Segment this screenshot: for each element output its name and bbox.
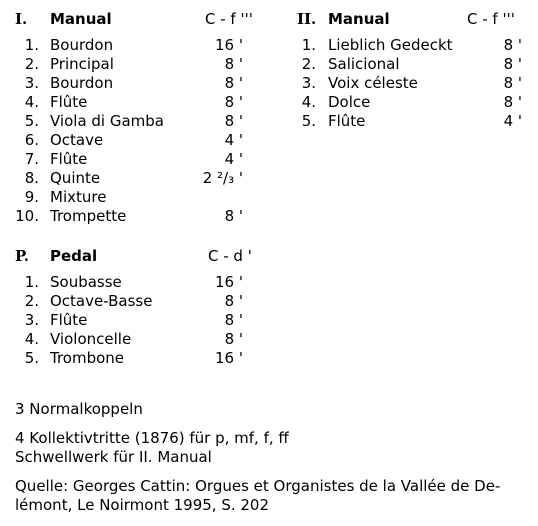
stop-name: Viola di Gamba xyxy=(50,112,165,130)
stop-number: 7. xyxy=(24,150,39,168)
stop-row xyxy=(15,112,255,131)
stop-name: Salicional xyxy=(328,55,400,73)
stop-pitch: 8 ' xyxy=(224,112,243,130)
compass-range: C - f ''' xyxy=(205,10,253,28)
division-title: Pedal xyxy=(50,247,98,265)
stop-number: 1. xyxy=(24,36,39,54)
stop-number: 2. xyxy=(24,292,39,310)
stop-row xyxy=(297,36,537,55)
stop-pitch: 2 ²/₃ ' xyxy=(202,169,243,187)
compass-range: C - f ''' xyxy=(467,10,515,28)
stop-name: Octave-Basse xyxy=(50,292,153,310)
stop-pitch: 16 ' xyxy=(215,349,243,367)
stop-name: Soubasse xyxy=(50,273,122,291)
division-header xyxy=(15,10,255,30)
stop-name: Principal xyxy=(50,55,114,73)
stop-row xyxy=(297,74,537,93)
stop-row xyxy=(15,169,255,188)
stop-name: Bourdon xyxy=(50,74,114,92)
stop-row xyxy=(15,273,255,292)
division-pedal xyxy=(15,247,255,367)
stop-row xyxy=(15,311,255,330)
stop-pitch: 8 ' xyxy=(224,292,243,310)
stop-row xyxy=(297,93,537,112)
stop-row xyxy=(15,131,255,150)
stop-name: Bourdon xyxy=(50,36,114,54)
stop-number: 9. xyxy=(24,188,39,206)
stop-row xyxy=(297,55,537,74)
stop-number: 5. xyxy=(24,112,39,130)
stop-pitch: 4 ' xyxy=(503,112,522,130)
stop-row xyxy=(15,188,255,207)
couplers-text: 3 Normalkoppeln xyxy=(15,400,143,418)
stop-name: Trombone xyxy=(50,349,125,367)
stop-number: 3. xyxy=(301,74,316,92)
stop-pitch: 4 ' xyxy=(224,131,243,149)
stop-list xyxy=(15,36,255,226)
stop-name: Octave xyxy=(50,131,104,149)
stop-number: 5. xyxy=(24,349,39,367)
stop-pitch: 8 ' xyxy=(224,55,243,73)
stop-number: 4. xyxy=(24,93,39,111)
compass-range: C - d ' xyxy=(208,247,252,265)
stop-number: 2. xyxy=(24,55,39,73)
stop-name: Mixture xyxy=(50,188,107,206)
stop-name: Dolce xyxy=(328,93,371,111)
division-numeral: I. xyxy=(15,10,28,28)
stop-name: Flûte xyxy=(50,311,88,329)
stop-row xyxy=(15,292,255,311)
stop-pitch: 8 ' xyxy=(224,311,243,329)
division-manual-2 xyxy=(297,10,537,130)
stop-name: Lieblich Gedeckt xyxy=(328,36,453,54)
division-manual-1 xyxy=(15,10,255,225)
stop-number: 2. xyxy=(301,55,316,73)
stop-row xyxy=(15,36,255,55)
division-header xyxy=(15,247,255,267)
stop-row xyxy=(15,349,255,368)
division-numeral: P. xyxy=(15,247,30,265)
stop-name: Violoncelle xyxy=(50,330,132,348)
stop-pitch: 16 ' xyxy=(215,273,243,291)
stop-number: 3. xyxy=(24,311,39,329)
stop-pitch: 16 ' xyxy=(215,36,243,54)
stop-number: 5. xyxy=(301,112,316,130)
stop-row xyxy=(15,74,255,93)
stop-row xyxy=(15,93,255,112)
stop-pitch: 8 ' xyxy=(224,330,243,348)
stop-number: 4. xyxy=(24,330,39,348)
division-title: Manual xyxy=(50,10,112,28)
stop-number: 1. xyxy=(301,36,316,54)
stop-pitch: 8 ' xyxy=(224,207,243,225)
stop-pitch: 8 ' xyxy=(503,74,522,92)
source-line-2: lémont, Le Noirmont 1995, S. 202 xyxy=(15,496,270,514)
stop-row xyxy=(15,55,255,74)
stop-pitch: 8 ' xyxy=(503,93,522,111)
stop-row xyxy=(15,330,255,349)
stop-name: Voix céleste xyxy=(328,74,418,92)
stop-pitch: 8 ' xyxy=(503,55,522,73)
couplers-note xyxy=(15,400,143,419)
stop-list xyxy=(15,273,255,368)
stop-name: Quinte xyxy=(50,169,101,187)
stop-pitch: 8 ' xyxy=(224,74,243,92)
stop-name: Flûte xyxy=(50,93,88,111)
stop-number: 6. xyxy=(24,131,39,149)
stop-row xyxy=(15,150,255,169)
accessories-note xyxy=(15,429,289,467)
stop-row xyxy=(297,112,537,131)
combination-pedals-text: 4 Kollektivtritte (1876) für p, mf, f, ff xyxy=(15,429,289,447)
division-numeral: II. xyxy=(297,10,317,28)
stop-pitch: 4 ' xyxy=(224,150,243,168)
stop-number: 4. xyxy=(301,93,316,111)
source-line-1: Quelle: Georges Cattin: Orgues et Organistes de la Vallée de De- xyxy=(15,477,501,495)
stop-list xyxy=(297,36,537,131)
stop-number: 3. xyxy=(24,74,39,92)
stop-name: Trompette xyxy=(50,207,127,225)
stop-name: Flûte xyxy=(50,150,88,168)
stop-pitch: 8 ' xyxy=(503,36,522,54)
stop-number: 1. xyxy=(24,273,39,291)
stop-number: 8. xyxy=(24,169,39,187)
swell-box-text: Schwellwerk für II. Manual xyxy=(15,448,212,466)
stop-pitch: 8 ' xyxy=(224,93,243,111)
division-header xyxy=(297,10,537,30)
stop-row xyxy=(15,207,255,226)
stop-name: Flûte xyxy=(328,112,366,130)
division-title: Manual xyxy=(328,10,390,28)
source-citation xyxy=(15,477,500,515)
stop-number: 10. xyxy=(15,207,39,225)
